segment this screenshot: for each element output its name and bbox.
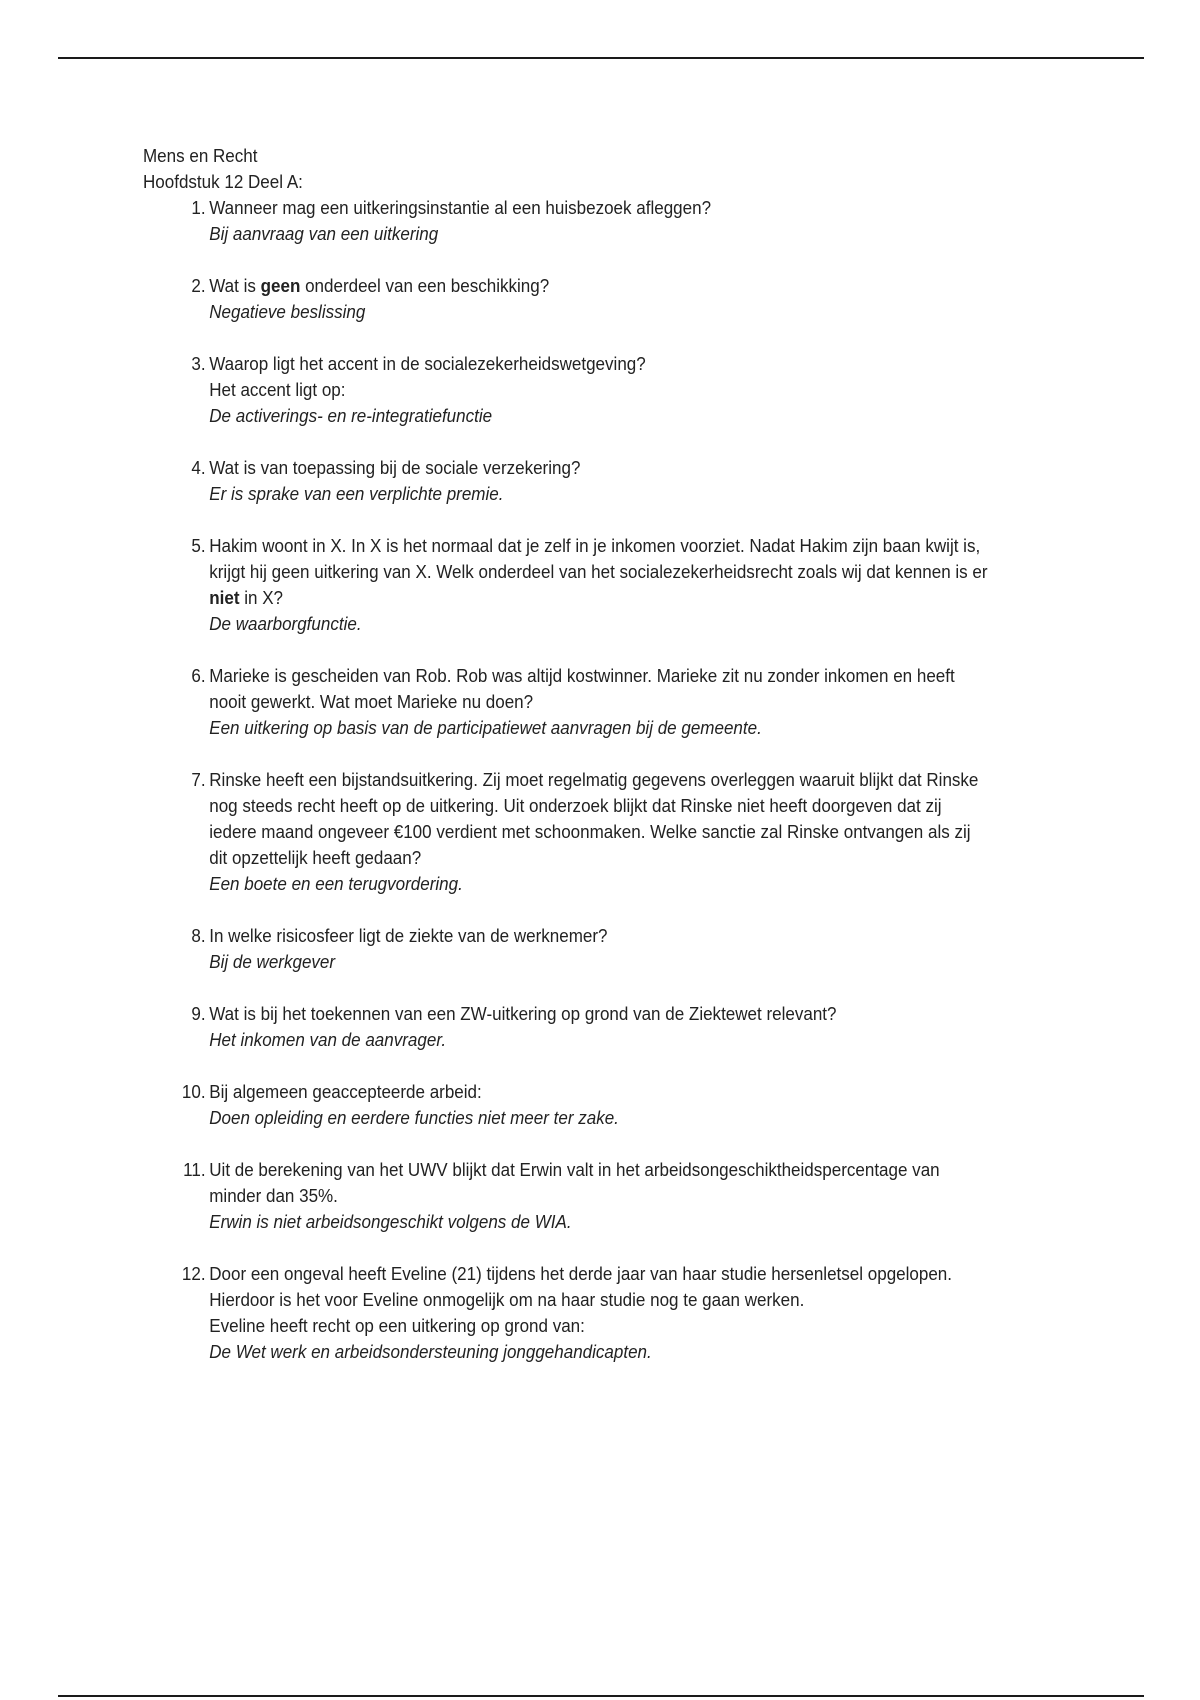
- question-subtext: Het accent ligt op:: [209, 379, 346, 400]
- question-text: Wat is van toepassing bij de sociale verzekering?: [209, 457, 581, 478]
- question-number: 12.: [181, 1263, 206, 1284]
- question-text: Rinske heeft een bijstandsuitkering. Zij moet regelmatig gegevens overleggen waaruit blijkt dat Rinske nog steeds recht heeft op de uitkering. Uit onderzoek blijkt dat Rinske niet heeft doorgeven dat zij iedere maand ongeveer €100 verdient met schoonmaken. Welke sanctie zal Rinske ontvangen als zij dit opzettelijk heeft gedaan?: [209, 769, 979, 868]
- question-item: [143, 923, 989, 975]
- top-rule: [58, 57, 1144, 59]
- document-title: Mens en Recht: [143, 145, 258, 166]
- question-number: 5.: [191, 535, 206, 556]
- emphasis-text: geen: [260, 275, 301, 296]
- question-text: In welke risicosfeer ligt de ziekte van de werknemer?: [209, 925, 608, 946]
- question-number: 8.: [191, 925, 206, 946]
- question-text: Marieke is gescheiden van Rob. Rob was altijd kostwinner. Marieke zit nu zonder inkomen en heeft nooit gewerkt. Wat moet Marieke nu doen?: [209, 665, 955, 712]
- question-number: 7.: [191, 769, 206, 790]
- question-text: Wat is geen onderdeel van een beschikking?: [209, 275, 550, 296]
- question-text: Bij algemeen geaccepteerde arbeid:: [209, 1081, 482, 1102]
- answer-text: Een boete en een terugvordering.: [209, 873, 463, 894]
- chapter-heading: Hoofdstuk 12 Deel A:: [143, 171, 303, 192]
- answer-text: De activerings- en re-integratiefunctie: [209, 405, 493, 426]
- answer-text: Doen opleiding en eerdere functies niet meer ter zake.: [209, 1107, 619, 1128]
- answer-text: Negatieve beslissing: [209, 301, 366, 322]
- question-item: [143, 455, 989, 507]
- answer-text: Bij de werkgever: [209, 951, 336, 972]
- question-item: [143, 351, 989, 429]
- question-item: [143, 1001, 989, 1053]
- question-item: [143, 767, 989, 897]
- question-text: Uit de berekening van het UWV blijkt dat Erwin valt in het arbeidsongeschiktheidspercentage van minder dan 35%.: [209, 1159, 940, 1206]
- question-item: [143, 533, 989, 637]
- question-item: [143, 195, 989, 247]
- question-item: [143, 1079, 989, 1131]
- question-text: Door een ongeval heeft Eveline (21) tijdens het derde jaar van haar studie hersenletsel opgelopen. Hierdoor is het voor Eveline onmogelijk om na haar studie nog te gaan werken.: [209, 1263, 952, 1310]
- answer-text: Een uitkering op basis van de participatiewet aanvragen bij de gemeente.: [209, 717, 762, 738]
- answer-text: De Wet werk en arbeidsondersteuning jonggehandicapten.: [209, 1341, 652, 1362]
- question-text: Wanneer mag een uitkeringsinstantie al een huisbezoek afleggen?: [209, 197, 712, 218]
- question-number: 3.: [191, 353, 206, 374]
- answer-text: Er is sprake van een verplichte premie.: [209, 483, 504, 504]
- question-item: [143, 273, 989, 325]
- answer-text: Bij aanvraag van een uitkering: [209, 223, 439, 244]
- emphasis-text: niet: [209, 587, 240, 608]
- question-number: 2.: [191, 275, 206, 296]
- answer-text: Het inkomen van de aanvrager.: [209, 1029, 447, 1050]
- question-number: 10.: [181, 1081, 206, 1102]
- question-number: 4.: [191, 457, 206, 478]
- answer-text: De waarborgfunctie.: [209, 613, 362, 634]
- question-number: 6.: [191, 665, 206, 686]
- question-number: 11.: [183, 1159, 206, 1180]
- question-text: Waarop ligt het accent in de socialezekerheidswetgeving?: [209, 353, 646, 374]
- bottom-rule: [58, 1695, 1144, 1697]
- question-subtext: Eveline heeft recht op een uitkering op grond van:: [209, 1315, 585, 1336]
- question-text: Wat is bij het toekennen van een ZW-uitkering op grond van de Ziektewet relevant?: [209, 1003, 837, 1024]
- question-text: Hakim woont in X. In X is het normaal dat je zelf in je inkomen voorziet. Nadat Hakim zijn baan kwijt is, krijgt hij geen uitkering van X. Welk onderdeel van het socialezekerheidsrecht zoals wij dat kennen is er niet in X?: [209, 535, 988, 608]
- question-number: 9.: [191, 1003, 206, 1024]
- answer-text: Erwin is niet arbeidsongeschikt volgens de WIA.: [209, 1211, 572, 1232]
- document-body: [143, 143, 989, 1391]
- question-item: [143, 1261, 989, 1365]
- question-number: 1.: [191, 197, 206, 218]
- question-item: [143, 663, 989, 741]
- question-list: [143, 195, 989, 1365]
- question-item: [143, 1157, 989, 1235]
